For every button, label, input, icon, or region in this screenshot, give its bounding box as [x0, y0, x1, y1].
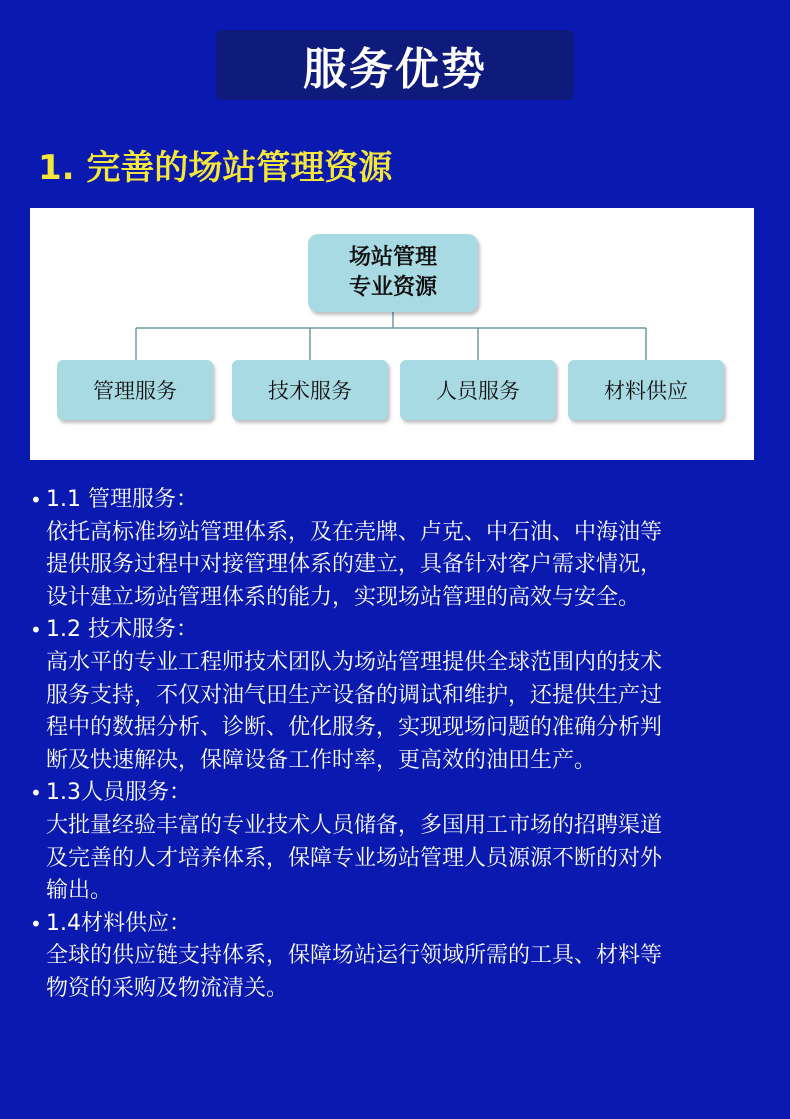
list-item: [30, 908, 770, 1006]
item-line: 高水平的专业工程师技术团队为场站管理提供全球范围内的技术: [46, 649, 663, 675]
bullet-icon: •: [30, 911, 42, 936]
list-item: [30, 614, 770, 777]
child-node-personnel: 人员服务: [400, 360, 556, 420]
list-item: [30, 484, 770, 614]
list-item: [30, 777, 770, 907]
service-list: [30, 484, 770, 1006]
item-line: 及完善的人才培养体系，保障专业场站管理人员源源不断的对外: [46, 845, 663, 871]
item-line: 依托高标准场站管理体系，及在壳牌、卢克、中石油、中海油等: [46, 519, 663, 545]
item-line: 提供服务过程中对接管理体系的建立，具备针对客户需求情况，: [46, 552, 663, 578]
child-node-materials: 材料供应: [568, 360, 724, 420]
child-node-technical: 技术服务: [232, 360, 388, 420]
item-line: 程中的数据分析、诊断、优化服务，实现现场问题的准确分析判: [46, 715, 663, 741]
item-heading: 1.4材料供应：: [46, 910, 191, 936]
section-heading: 1. 完善的场站管理资源: [38, 148, 393, 188]
item-line: 服务支持，不仅对油气田生产设备的调试和维护，还提供生产过: [46, 682, 663, 708]
child-node-management: 管理服务: [57, 360, 213, 420]
root-node-line-2: 专业资源: [348, 275, 437, 300]
bullet-icon: •: [30, 781, 42, 806]
root-node: [308, 234, 478, 312]
org-diagram: [30, 208, 754, 460]
item-line: 断及快速解决，保障设备工作时率，更高效的油田生产。: [46, 747, 597, 773]
item-line: 大批量经验丰富的专业技术人员储备，多国用工市场的招聘渠道: [46, 812, 663, 838]
bullet-icon: •: [30, 488, 42, 512]
item-heading: 1.2 技术服务：: [46, 617, 198, 643]
page-title: 服务优势: [216, 30, 574, 100]
item-heading: 1.3人员服务：: [46, 780, 191, 806]
item-line: 设计建立场站管理体系的能力，实现场站管理的高效与安全。: [46, 584, 641, 610]
item-heading: 1.1 管理服务：: [46, 487, 198, 512]
item-line: 输出。: [46, 878, 113, 904]
root-node-line-1: 场站管理: [348, 245, 437, 270]
item-line: 物资的采购及物流清关。: [46, 975, 289, 1001]
bullet-icon: •: [30, 618, 42, 643]
item-line: 全球的供应链支持体系，保障场站运行领域所需的工具、材料等: [46, 943, 663, 969]
